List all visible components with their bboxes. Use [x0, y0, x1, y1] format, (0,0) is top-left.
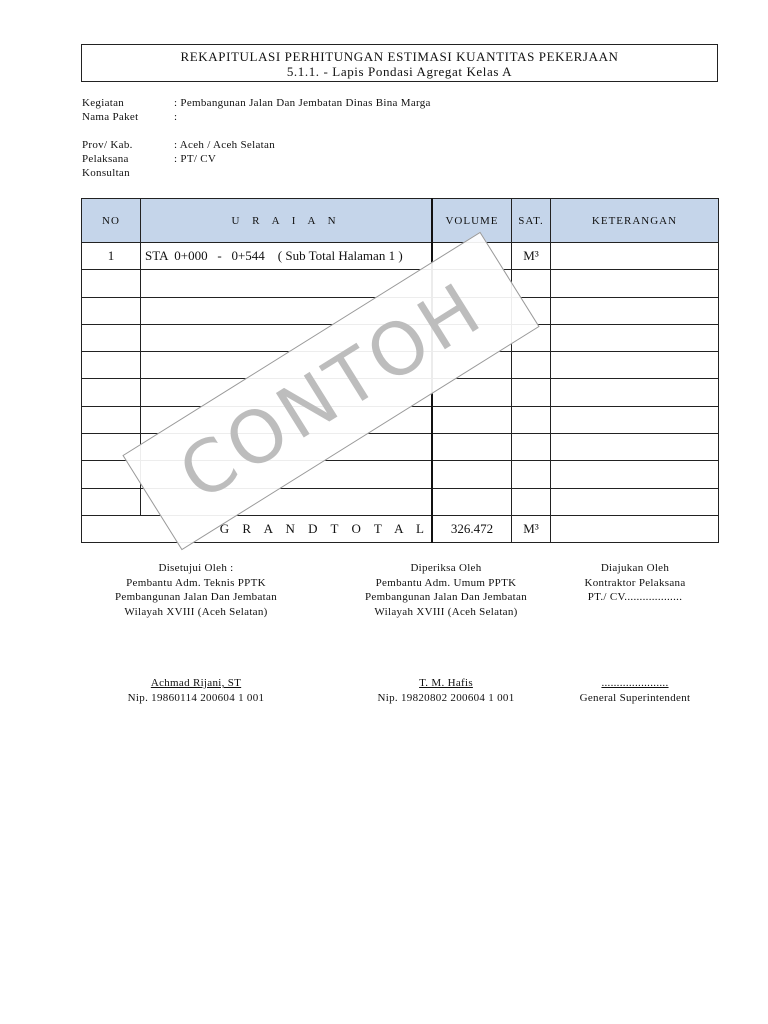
cell-volume	[432, 406, 512, 433]
info-row: Kegiatan : Pembangunan Jalan Dan Jembatan Dinas Bina Marga	[82, 97, 431, 109]
uraian-text	[141, 494, 145, 509]
grand-total-volume: 326.472	[432, 515, 512, 542]
table-header-row	[82, 199, 719, 243]
cell-sat	[512, 379, 551, 406]
cell-sat: M³	[512, 243, 551, 270]
signer-name: Achmad Rijani, ST	[150, 677, 242, 689]
signer-name: T. M. Hafis	[419, 677, 473, 689]
cell-keterangan	[551, 488, 719, 515]
signature-submitted: Diajukan Oleh Kontraktor Pelaksana PT./ CV................... ...................... General Superintendent	[560, 561, 710, 605]
cell-no	[82, 270, 141, 297]
cell-volume	[432, 488, 512, 515]
cell-sat	[512, 434, 551, 461]
cell-keterangan	[551, 297, 719, 324]
grand-total-unit: M³	[512, 515, 551, 542]
cell-sat	[512, 461, 551, 488]
cell-no	[82, 488, 141, 515]
cell-volume	[432, 461, 512, 488]
cell-sat	[512, 406, 551, 433]
document-subtitle: 5.1.1. - Lapis Pondasi Agregat Kelas A	[286, 64, 513, 79]
header-no: NO	[82, 199, 141, 243]
uraian-text	[141, 357, 145, 372]
cell-no	[82, 324, 141, 351]
uraian-text	[141, 303, 145, 318]
cell-no	[82, 379, 141, 406]
cell-no	[82, 297, 141, 324]
cell-keterangan	[551, 434, 719, 461]
uraian-text	[141, 330, 145, 345]
grand-total-keterangan	[551, 515, 719, 542]
cell-keterangan	[551, 379, 719, 406]
signer-nip: Nip. 19860114 200604 1 001	[127, 692, 265, 704]
signature-checked: Diperiksa Oleh Pembantu Adm. Umum PPTK Pembangunan Jalan Dan Jembatan Wilayah XVIII (Aceh Selatan) T. M. Hafis Nip. 19820802 200604 1 001	[336, 561, 556, 619]
document-title: REKAPITULASI PERHITUNGAN ESTIMASI KUANTITAS PEKERJAAN	[180, 49, 619, 64]
cell-sat	[512, 352, 551, 379]
uraian-text	[141, 385, 145, 400]
signer-title: General Superintendent	[579, 692, 691, 704]
header-sat: SAT.	[512, 199, 551, 243]
cell-sat	[512, 488, 551, 515]
grand-total-label: G R A N D T O T A L	[82, 515, 433, 542]
cell-keterangan	[551, 270, 719, 297]
cell-keterangan	[551, 352, 719, 379]
cell-keterangan	[551, 406, 719, 433]
cell-keterangan	[551, 243, 719, 270]
cell-keterangan	[551, 461, 719, 488]
cell-keterangan	[551, 324, 719, 351]
watermark-text: CONTOH	[164, 265, 498, 517]
cell-volume	[432, 434, 512, 461]
table-row	[82, 243, 719, 270]
document-title-box	[81, 44, 718, 82]
header-volume: VOLUME	[432, 199, 512, 243]
info-row: Konsultan	[82, 167, 130, 179]
cell-no	[82, 352, 141, 379]
header-uraian: U R A I A N	[141, 199, 433, 243]
signer-nip: Nip. 19820802 200604 1 001	[377, 692, 515, 704]
header-keterangan: KETERANGAN	[551, 199, 719, 243]
uraian-text	[141, 275, 145, 290]
info-row: Nama Paket :	[82, 111, 178, 123]
signature-approved: Disetujui Oleh : Pembantu Adm. Teknis PPTK Pembangunan Jalan Dan Jembatan Wilayah XVIII (Aceh Selatan) Achmad Rijani, ST Nip. 19860114 200604 1 001	[86, 561, 306, 619]
info-row	[82, 124, 431, 138]
cell-no: 1	[82, 243, 141, 270]
info-row: Pelaksana : PT/ CV	[82, 153, 217, 165]
cell-no	[82, 406, 141, 433]
uraian-text	[141, 412, 145, 427]
uraian-text: STA 0+000 - 0+544 ( Sub Total Halaman 1 )	[145, 248, 403, 264]
signer-name: ......................	[601, 677, 669, 689]
info-row: Prov/ Kab. : Aceh / Aceh Selatan	[82, 139, 275, 151]
project-info	[82, 96, 431, 180]
cell-uraian	[141, 243, 433, 270]
